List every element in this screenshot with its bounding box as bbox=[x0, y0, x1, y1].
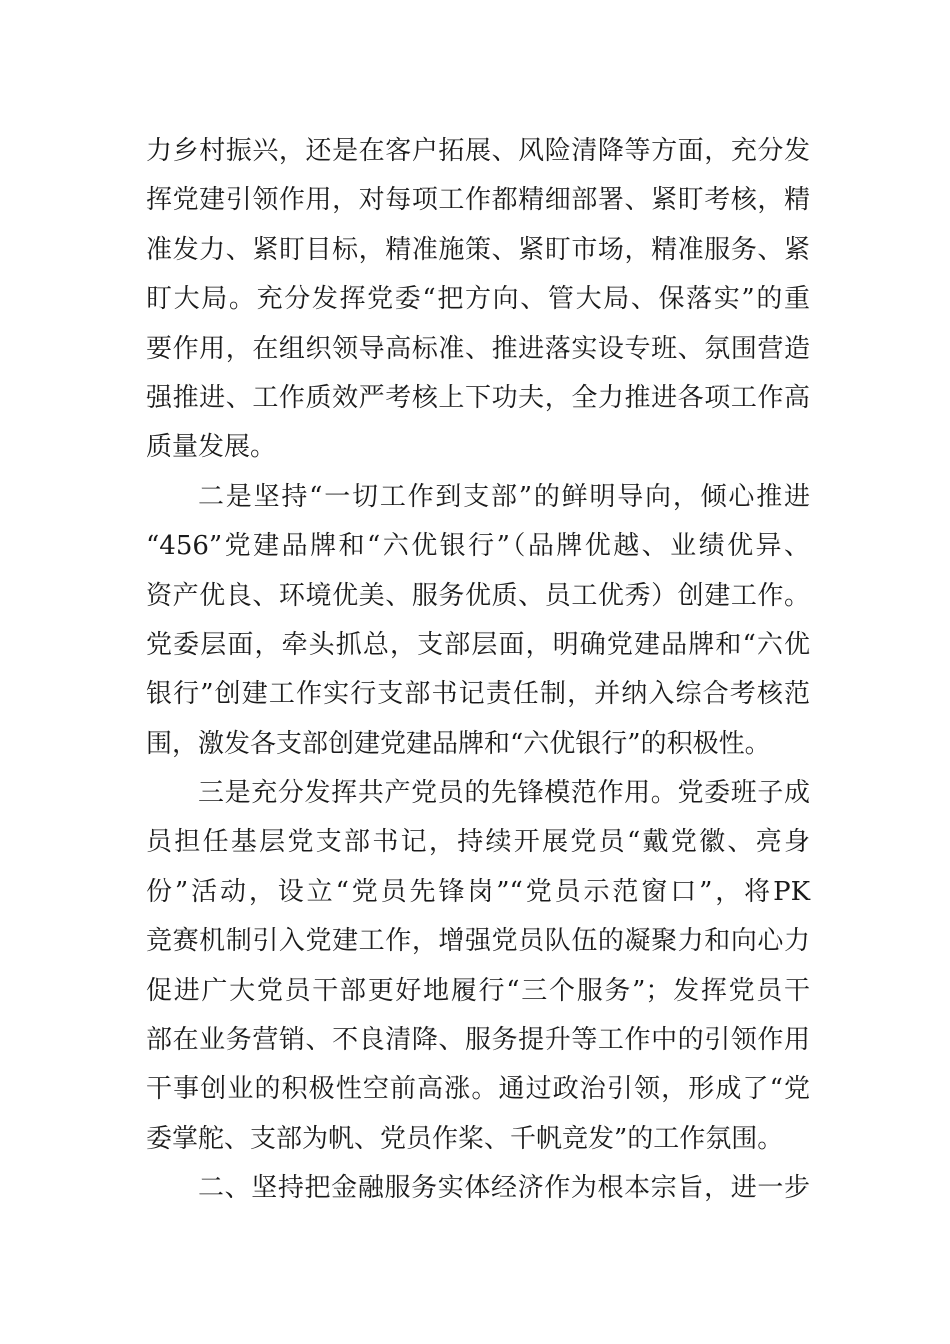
text-line: 部在业务营销、不良清降、服务提升等工作中的引领作用 bbox=[146, 1025, 810, 1056]
text-line: 要作用，在组织领导高标准、推进落实设专班、氛围营造 bbox=[146, 333, 810, 364]
text-line: 挥党建引领作用，对每项工作都精细部署、紧盯考核，精 bbox=[146, 185, 810, 216]
text-line: 促进广大党员干部更好地履行“三个服务”；发挥党员干 bbox=[146, 975, 810, 1006]
text-line: 强推进、工作质效严考核上下功夫，全力推进各项工作高 bbox=[146, 382, 810, 413]
text-line: 党委层面，牵头抓总，支部层面，明确党建品牌和“六优 bbox=[146, 629, 810, 660]
paragraph-4 bbox=[146, 1164, 810, 1213]
text-line: 二、坚持把金融服务实体经济作为根本宗旨，进一步 bbox=[198, 1173, 810, 1204]
text-line: 银行”创建工作实行支部书记责任制，并纳入综合考核范 bbox=[146, 679, 810, 710]
text-line: 委掌舵、支部为帆、党员作桨、千帆竞发”的工作氛围。 bbox=[146, 1123, 784, 1154]
text-line: 二是坚持“一切工作到支部”的鲜明导向，倾心推进 bbox=[198, 481, 810, 512]
text-line: 三是充分发挥共产党员的先锋模范作用。党委班子成 bbox=[198, 778, 810, 809]
text-line: 份”活动，设立“党员先锋岗”“党员示范窗口”，将PK bbox=[146, 876, 810, 907]
document-body bbox=[146, 127, 810, 1214]
paragraph-3 bbox=[146, 769, 810, 1164]
text-line: “456”党建品牌和“六优银行”（品牌优越、业绩优异、 bbox=[146, 531, 810, 562]
text-line: 力乡村振兴，还是在客户拓展、风险清降等方面，充分发 bbox=[146, 136, 810, 166]
text-line: 围，激发各支部创建党建品牌和“六优银行”的积极性。 bbox=[146, 728, 771, 759]
paragraph-2 bbox=[146, 473, 810, 769]
text-line: 员担任基层党支部书记，持续开展党员“戴党徽、亮身 bbox=[146, 827, 810, 858]
paragraph-1 bbox=[146, 127, 810, 473]
text-line: 资产优良、环境优美、服务优质、员工优秀）创建工作。 bbox=[146, 580, 810, 611]
text-line: 质量发展。 bbox=[146, 432, 277, 463]
text-line: 盯大局。充分发挥党委“把方向、管大局、保落实”的重 bbox=[146, 284, 810, 315]
text-line: 竞赛机制引入党建工作，增强党员队伍的凝聚力和向心力 bbox=[146, 926, 810, 957]
text-line: 准发力、紧盯目标，精准施策、紧盯市场，精准服务、紧 bbox=[146, 234, 810, 265]
text-line: 干事创业的积极性空前高涨。通过政治引领，形成了“党 bbox=[146, 1074, 810, 1105]
